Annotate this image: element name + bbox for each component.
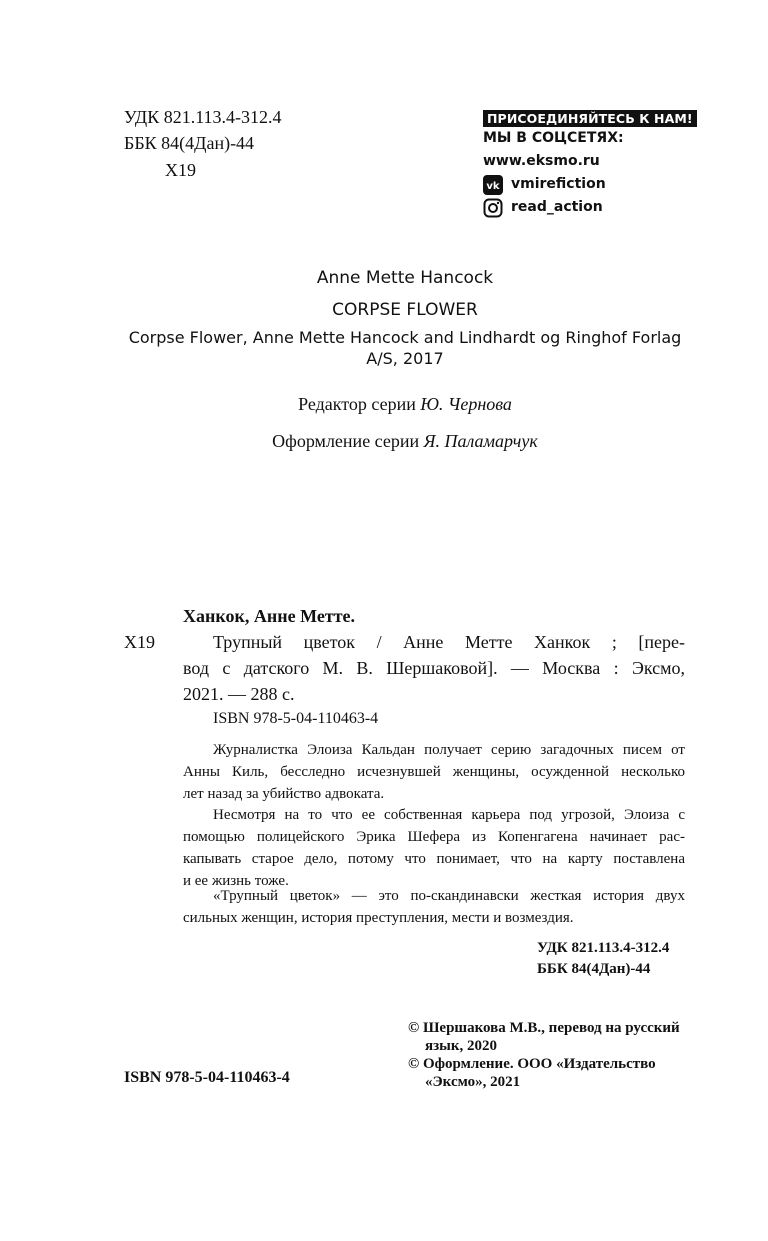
copyright-translation-line-1: © Шершакова М.В., перевод на русский xyxy=(408,1020,680,1036)
bib-description-line-1: Трупный цветок / Анне Метте Ханкок ; [пере- xyxy=(213,632,685,652)
svg-text:vk: vk xyxy=(486,180,500,192)
bib-author-mark: Х19 xyxy=(124,632,155,652)
vk-icon xyxy=(483,175,503,195)
copyright-design-line-2: «Эксмо», 2021 xyxy=(425,1074,521,1090)
bib-description-line-3: 2021. — 288 с. xyxy=(183,684,295,704)
annotation-p1-line-2: Анны Киль, бесследно исчезнувшей женщины, осужденной несколько xyxy=(183,764,685,780)
original-copyright-line-2: A/S, 2017 xyxy=(366,349,444,368)
annotation-p2-line-2: помощью полицейского Эрика Шефера из Копенгагена начинает рас- xyxy=(183,829,685,845)
instagram-icon xyxy=(483,198,503,218)
vk-link[interactable] xyxy=(483,173,693,196)
annotation-p3-line-2: сильных женщин, история преступления, мести и возмездия. xyxy=(183,910,574,926)
instagram-handle: read_action xyxy=(511,199,603,215)
annotation-p2-line-3: капывать старое дело, потому что понимает, что на карту поставлена xyxy=(183,851,685,867)
series-editor xyxy=(110,392,700,416)
website-link[interactable]: www.eksmo.ru xyxy=(483,153,600,169)
social-subtitle: МЫ В СОЦСЕТЯХ: xyxy=(483,130,624,146)
bib-udk-code: УДК 821.113.4-312.4 xyxy=(537,940,670,956)
annotation-p1-line-1: Журналистка Элоиза Кальдан получает серию загадочных писем от xyxy=(213,742,685,758)
original-title: CORPSE FLOWER xyxy=(332,300,478,320)
series-design-label: Оформление серии xyxy=(272,431,420,451)
social-block xyxy=(483,108,693,219)
instagram-link[interactable] xyxy=(483,196,693,219)
original-copyright-line-1: Corpse Flower, Anne Mette Hancock and Lindhardt og Ringhof Forlag xyxy=(128,328,682,347)
copyright-translation-line-2: язык, 2020 xyxy=(425,1038,497,1054)
udk-code: УДК 821.113.4-312.4 xyxy=(124,107,282,127)
bib-heading: Ханкок, Анне Метте. xyxy=(183,606,356,626)
bib-bbk-code: ББК 84(4Дан)-44 xyxy=(537,961,651,977)
series-design-name: Я. Паламарчук xyxy=(423,431,538,451)
annotation-p2-line-1: Несмотря на то что ее собственная карьера под угрозой, Элоиза с xyxy=(213,807,685,823)
bib-isbn: ISBN 978-5-04-110463-4 xyxy=(213,710,379,727)
bib-description-line-2: вод с датского М. В. Шершаковой]. — Москва : Эксмо, xyxy=(183,658,685,678)
original-author: Anne Mette Hancock xyxy=(316,268,494,288)
join-us-banner: ПРИСОЕДИНЯЙТЕСЬ К НАМ! xyxy=(483,110,697,127)
annotation-p1-line-3: лет назад за убийство адвоката. xyxy=(183,786,385,802)
annotation-p2-line-4: и ее жизнь тоже. xyxy=(183,873,289,889)
bbk-code: ББК 84(4Дан)-44 xyxy=(124,133,255,153)
series-editor-name: Ю. Чернова xyxy=(420,394,512,414)
vk-handle: vmirefiction xyxy=(511,176,606,192)
series-design xyxy=(110,429,700,453)
author-mark: Х19 xyxy=(165,160,196,180)
series-editor-label: Редактор серии xyxy=(298,394,416,414)
copyright-design-line-1: © Оформление. ООО «Издательство xyxy=(408,1056,656,1072)
footer-isbn: ISBN 978-5-04-110463-4 xyxy=(124,1069,290,1086)
annotation-p3-line-1: «Трупный цветок» — это по-скандинавски жесткая история двух xyxy=(213,888,685,904)
